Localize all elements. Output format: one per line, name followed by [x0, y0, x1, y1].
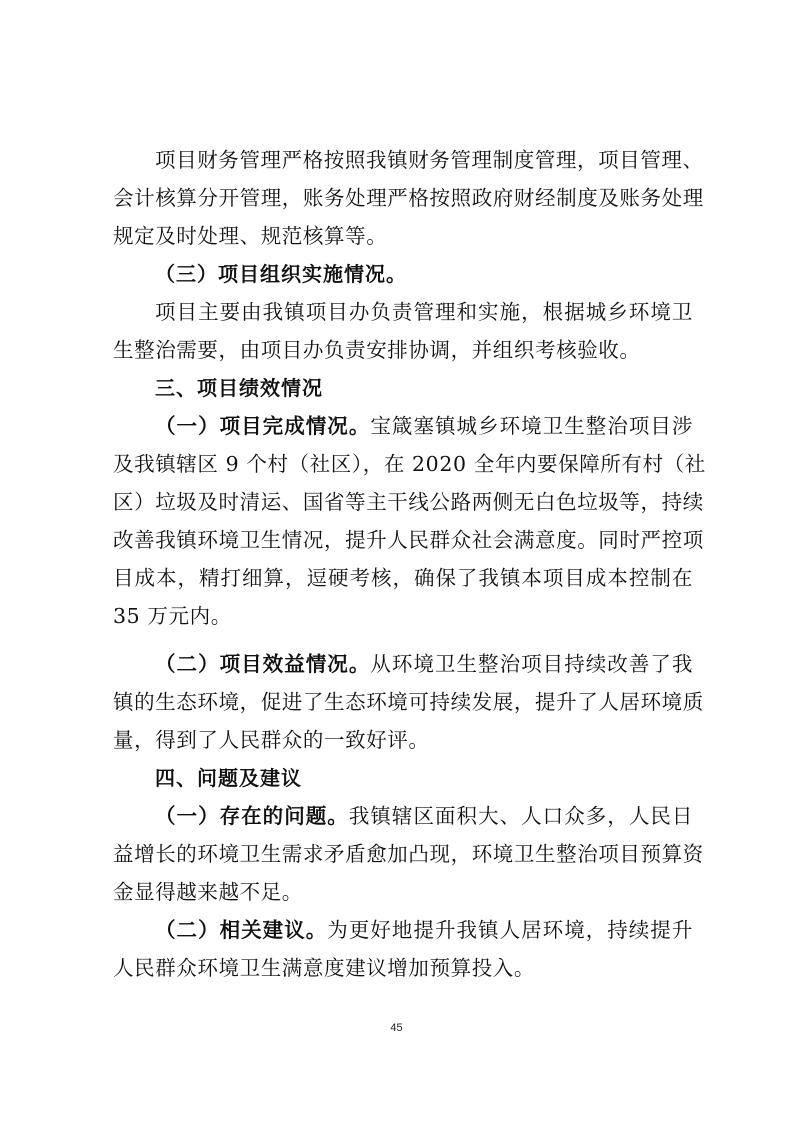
paragraph-implementation-line-1: 项目主要由我镇项目办负责管理和实施，根据城乡环境卫 — [155, 300, 693, 324]
problems-line-1-text: 我镇辖区面积大、人口众多，人民日 — [348, 804, 693, 828]
suggestions-line-2: 人民群众环境卫生满意度建议增加预算投入。 — [113, 956, 535, 980]
completion-line-6: 35 万元内。 — [113, 604, 232, 628]
benefit-lead: （二）项目效益情况。 — [155, 652, 371, 676]
completion-line-4: 改善我镇环境卫生情况，提升人民群众社会满意度。同时严控项 — [113, 528, 704, 552]
suggestions-line-1-text: 为更好地提升我镇人居环境，持续提升 — [327, 918, 693, 942]
paragraph-implementation-line-2: 生整治需要，由项目办负责安排协调，并组织考核验收。 — [113, 338, 641, 362]
suggestions-line-1 — [155, 916, 693, 944]
completion-line-1-text: 宝箴塞镇城乡环境卫生整治项目涉 — [370, 414, 693, 438]
completion-line-3: 区）垃圾及时清运、国省等主干线公路两侧无白色垃圾等，持续 — [113, 490, 704, 514]
paragraph-finance-line-1: 项目财务管理严格按照我镇财务管理制度管理，项目管理、 — [155, 148, 704, 172]
problems-line-2: 益增长的环境卫生需求矛盾愈加凸现，环境卫生整治项目预算资 — [113, 842, 704, 866]
problems-line-1 — [155, 802, 693, 830]
paragraph-finance-line-3: 规定及时处理、规范核算等。 — [113, 224, 388, 248]
problems-lead: （一）存在的问题。 — [155, 804, 349, 828]
suggestions-lead: （二）相关建议。 — [155, 918, 328, 942]
completion-line-1 — [155, 412, 693, 440]
benefit-line-3: 量，得到了人民群众的一致好评。 — [113, 728, 430, 752]
heading-issues: 四、问题及建议 — [155, 766, 302, 790]
benefit-line-2: 镇的生态环境，促进了生态环境可持续发展，提升了人居环境质 — [113, 690, 704, 714]
section-3-heading: （三）项目组织实施情况。 — [155, 262, 407, 286]
completion-lead: （一）项目完成情况。 — [155, 414, 371, 438]
paragraph-finance-line-2: 会计核算分开管理，账务处理严格按照政府财经制度及账务处理 — [113, 186, 704, 210]
page-number: 45 — [390, 1022, 403, 1034]
benefit-line-1 — [155, 650, 693, 678]
completion-line-2: 及我镇辖区 9 个村（社区），在 2020 全年内要保障所有村（社 — [113, 452, 706, 476]
problems-line-3: 金显得越来越不足。 — [113, 880, 303, 904]
benefit-line-1-text: 从环境卫生整治项目持续改善了我 — [370, 652, 693, 676]
completion-line-5: 目成本，精打细算，逗硬考核，确保了我镇本项目成本控制在 — [113, 566, 693, 590]
heading-performance: 三、项目绩效情况 — [155, 376, 323, 400]
